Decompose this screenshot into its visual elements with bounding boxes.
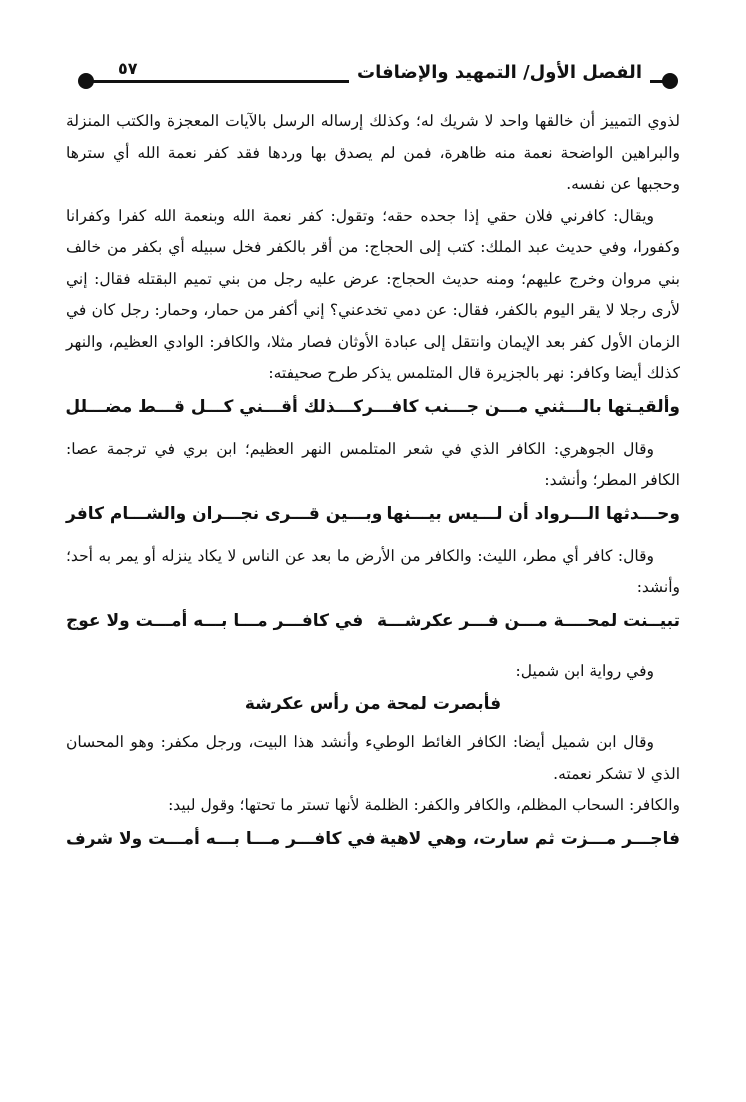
verse-3-first-hemistich: تبيــنت لمحــــة مـــن فـــر عكرشـــة — [376, 610, 680, 631]
verse-3 — [66, 604, 680, 638]
page-number: ٥٧ — [112, 58, 144, 80]
verse-5 — [66, 822, 680, 856]
paragraph-7: والكافر: السحاب المظلم، والكافر والكفر: الظلمة لأنها تستر ما تحتها؛ وقول لبيد: — [168, 796, 680, 814]
header-dot-left — [78, 73, 94, 89]
page-body — [66, 106, 680, 856]
paragraph-6: وقال ابن شميل أيضا: الكافر الغائط الوطيء وأنشد هذا البيت، ورجل مكفر: وهو المحسان الذي لا تشكر نعمته. — [66, 733, 680, 783]
verse-2-second-hemistich: وبـــين قـــرى نجـــران والشـــام كافر — [66, 503, 383, 524]
verse-2-first-hemistich: وحـــدثها الـــرواد أن لـــيس بيـــنها — [386, 503, 680, 524]
verse-5-second-hemistich: في كافـــر مـــا بـــه أمـــت ولا شرف — [66, 828, 376, 849]
verse-1-first-hemistich: وألقيـتها بالـــثني مـــن جـــنب كافـــر — [363, 396, 680, 417]
chapter-title: الفصل الأول/ التمهيد والإضافات — [349, 60, 650, 86]
verse-4-hemistich: فأبصرت لمحة من رأس عكرشة — [244, 694, 502, 714]
paragraph-3: وقال الجوهري: الكافر الذي في شعر المتلمس النهر العظيم؛ ابن بري في ترجمة عصا: الكافر المطر؛ وأنشد: — [66, 439, 680, 489]
verse-2 — [66, 497, 680, 531]
spacer — [66, 638, 680, 656]
paragraph-2: ويقال: كافرني فلان حقي إذا جحده حقه؛ وتقول: كفر نعمة الله وبنعمة الله كفرا وكفرانا وكفورا، وفي حديث عبد الملك: كتب إلى الحجاج: من أقر بالكفر فخل سبيله أي بكفر من خالف بني مروان وخرج عليهم؛ ومنه حديث الحجاج: عرض عليه رجل من بني تميم البقتله فقال: إني لأرى رجلا لا يقر اليوم بالكفر، فقال: عن دمي تخدعني؟ إني أكفر من حمار، وحمار: رجل كان في الزمان الأول كفر بعد الإيمان وانتقل إلى عبادة الأوثان فصار مثلا، والكافر: الوادي العظيم، والنهر كذلك أيضا وكافر: نهر بالجزيرة قال المتلمس يذكر طرح صحيفته: — [66, 206, 680, 382]
verse-3-second-hemistich: في كافـــر مـــا بـــه أمـــت ولا عوج — [66, 610, 364, 631]
verse-5-first-hemistich: فاجـــر مـــزت ثم سارت، وهي لاهية — [379, 828, 680, 849]
paragraph-1: لذوي التمييز أن خالقها واحد لا شريك له؛ وكذلك إرساله الرسل بالآيات المعجزة والكتب المنزلة والبراهين الواضحة نعمة منه ظاهرة، فمن لم يصدق بها وردها فقد كفر نعمة الله أي سترها وحجبها عن نفسه. — [66, 112, 680, 193]
paragraph-4: وقال: كافر أي مطر، الليث: والكافر من الأرض ما بعد عن الناس لا يكاد ينزله أو يمر به أحد؛ وأنشد: — [66, 546, 680, 596]
verse-1 — [66, 390, 680, 424]
paragraph-5: وفي رواية ابن شميل: — [515, 661, 654, 680]
running-header — [78, 58, 678, 98]
header-dot-right — [662, 73, 678, 89]
verse-1-second-hemistich: كـــذلك أقـــني كـــل قـــط مضـــلل — [65, 396, 364, 417]
